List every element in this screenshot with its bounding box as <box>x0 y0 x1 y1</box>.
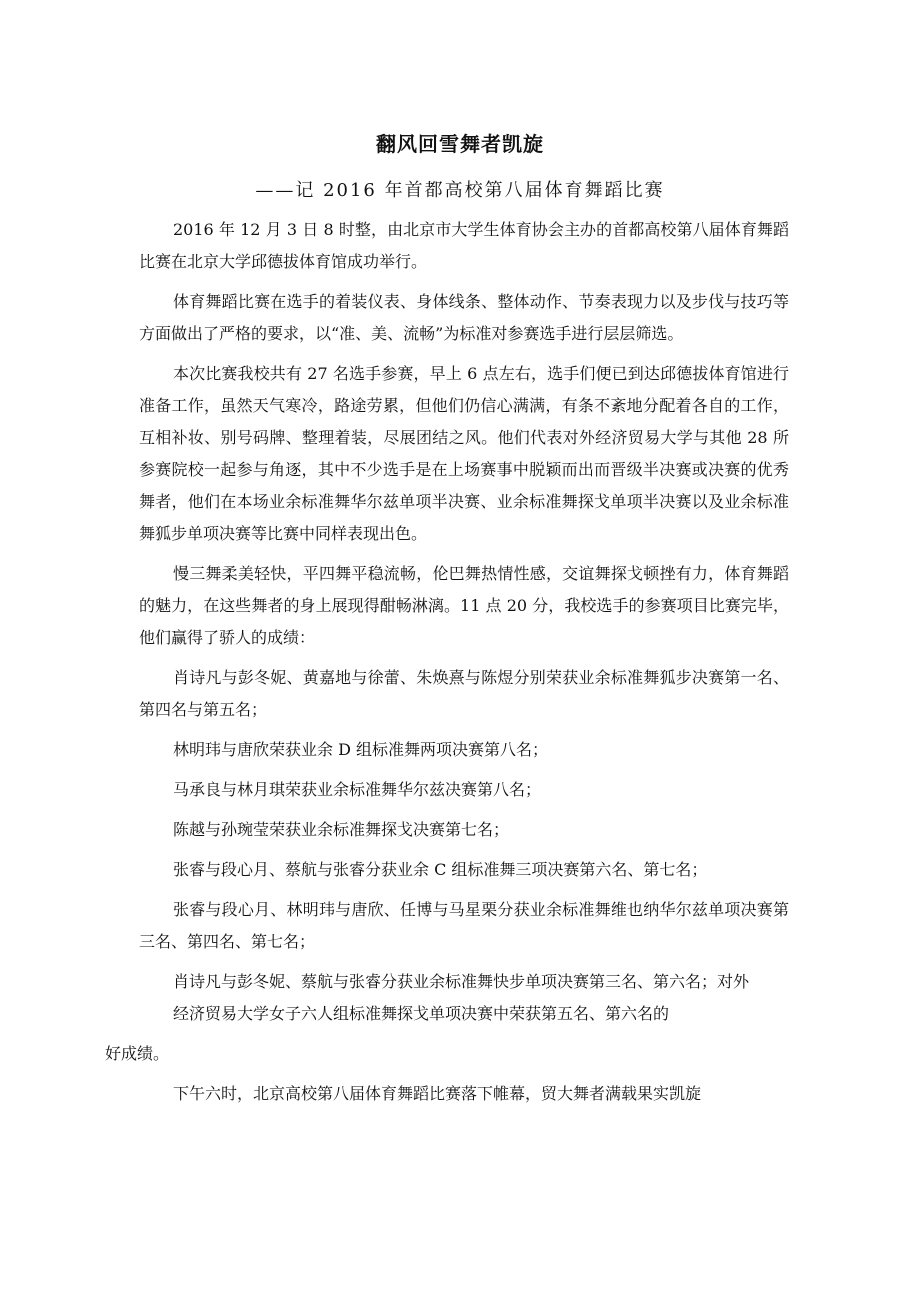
paragraph: 慢三舞柔美轻快，平四舞平稳流畅，伦巴舞热情性感，交谊舞探戈顿挫有力，体育舞蹈的魅力，在这些舞者的身上展现得酣畅淋漓。11 点 20 分，我校选手的参赛项目比赛完毕，他们赢得了骄人的成绩： <box>139 564 789 647</box>
result-item: 陈越与孙琬莹荣获业余标准舞探戈决赛第七名； <box>173 820 510 839</box>
result-item: 张睿与段心月、蔡航与张睿分获业余 C 组标准舞三项决赛第六名、第七名； <box>173 860 708 879</box>
result-item: 肖诗凡与彭冬妮、蔡航与张睿分获业余标准舞快步单项决赛第三名、第六名；对外 <box>173 972 750 991</box>
article-body <box>105 214 789 1118</box>
result-item-end: 好成绩。 <box>105 1044 170 1063</box>
result-item: 肖诗凡与彭冬妮、黄嘉地与徐蕾、朱焕熹与陈煜分别荣获业余标准舞狐步决赛第一名、第四名与第五名； <box>139 668 789 719</box>
paragraph: 2016 年 12 月 3 日 8 时整，由北京市大学生体育协会主办的首都高校第八届体育舞蹈比赛在北京大学邱德拔体育馆成功举行。 <box>139 220 789 271</box>
article-subtitle: ——记 2016 年首都高校第八届体育舞蹈比赛 <box>255 180 665 201</box>
paragraph: 体育舞蹈比赛在选手的着装仪表、身体线条、整体动作、节奏表现力以及步伐与技巧等方面做出了严格的要求，以“准、美、流畅”为标准对参赛选手进行层层筛选。 <box>139 292 789 343</box>
article-title: 翻风回雪舞者凯旋 <box>376 132 544 156</box>
result-item: 马承良与林月琪荣获业余标准舞华尔兹决赛第八名； <box>173 780 542 799</box>
result-item-continued: 经济贸易大学女子六人组标准舞探戈单项决赛中荣获第五名、第六名的 <box>173 1004 670 1023</box>
result-item: 张睿与段心月、林明玮与唐欣、任博与马星栗分获业余标准舞维也纳华尔兹单项决赛第三名、第四名、第七名； <box>139 900 789 951</box>
result-item: 林明玮与唐欣荣获业余 D 组标准舞两项决赛第八名； <box>173 740 549 759</box>
paragraph: 本次比赛我校共有 27 名选手参赛，早上 6 点左右，选手们便已到达邱德拔体育馆进行准备工作，虽然天气寒冷，路途劳累，但他们仍信心满满，有条不紊地分配着各自的工作，互相补妆、别号码牌、整理着装，尽展团结之风。他们代表对外经济贸易大学与其他 28 所参赛院校一起参与角逐，其中不少选手是在上场赛事中脱颖而出而晋级半决赛或决赛的优秀舞者，他们在本场业余标准舞华尔兹单项半决赛、业余标准舞探戈单项半决赛以及业余标准舞狐步单项决赛等比赛中同样表现出色。 <box>139 364 789 543</box>
closing-paragraph: 下午六时，北京高校第八届体育舞蹈比赛落下帷幕，贸大舞者满载果实凯旋 <box>173 1084 702 1103</box>
